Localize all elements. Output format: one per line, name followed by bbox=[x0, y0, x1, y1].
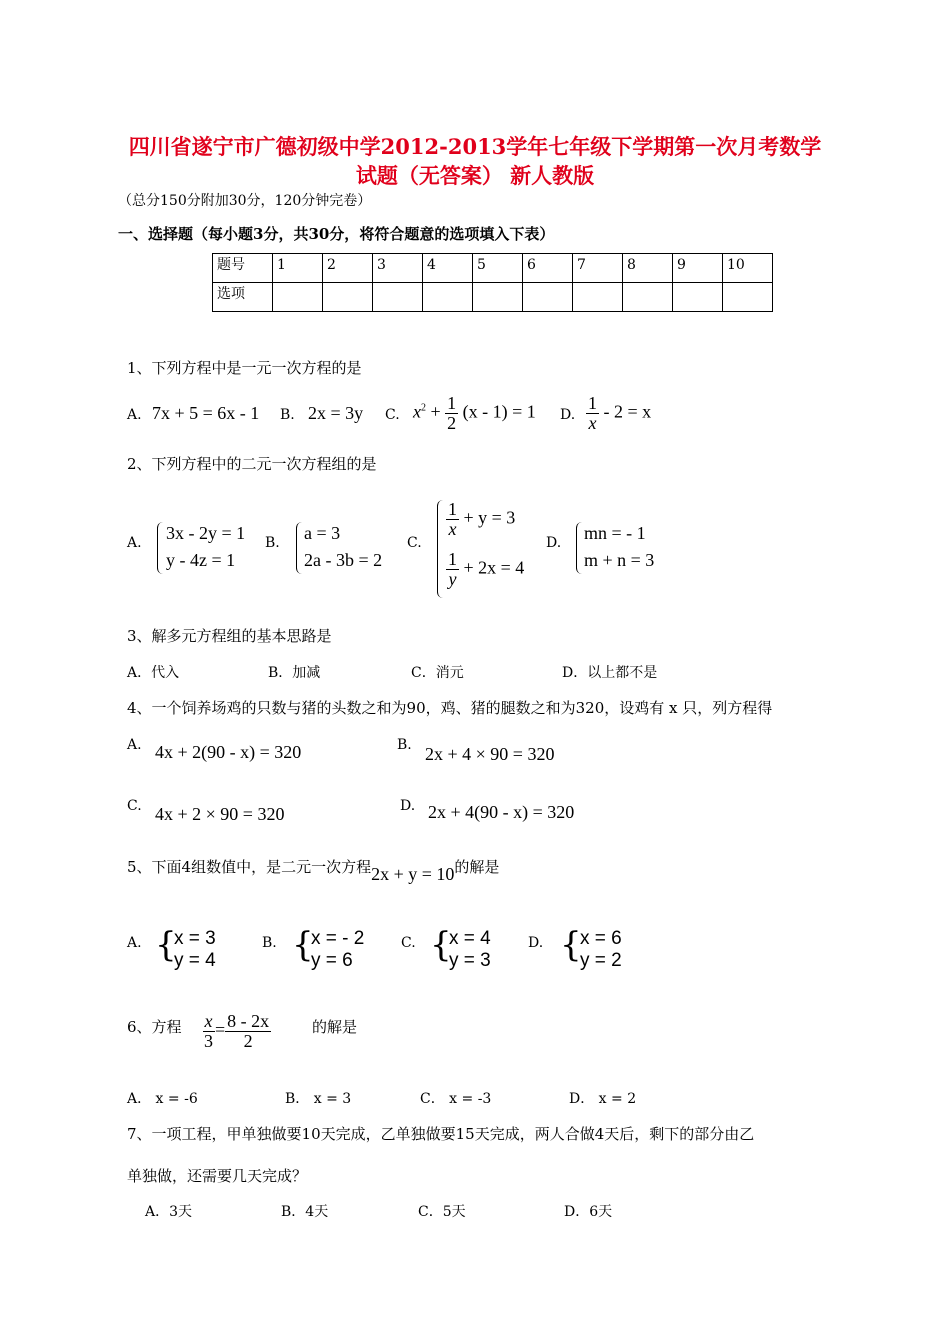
exam-title-line2: 试题（无答案） 新人教版 bbox=[355, 163, 595, 188]
question-6-stem: 6、方程 bbox=[127, 1018, 182, 1036]
q2-option-c-label: C. bbox=[407, 535, 422, 551]
exam-title-line1: 四川省遂宁市广德初级中学2012-2013学年七年级下学期第一次月考数学 bbox=[128, 134, 822, 159]
q1-option-b: 2x = 3y bbox=[308, 403, 364, 423]
q2-option-d-label: D. bbox=[546, 535, 562, 551]
q5-option-d-label: D. bbox=[528, 935, 544, 951]
answer-cell[interactable] bbox=[523, 283, 573, 312]
table-cell: 6 bbox=[523, 254, 573, 283]
q5-d-brace: { bbox=[560, 925, 582, 965]
table-cell: 7 bbox=[573, 254, 623, 283]
q1-c-plus: + bbox=[430, 401, 441, 422]
q1-d-rest: - 2 = x bbox=[603, 401, 652, 422]
q5-option-b-label: B. bbox=[262, 935, 277, 951]
q2-option-b bbox=[304, 520, 382, 574]
table-row bbox=[213, 254, 773, 283]
q2-a-brace bbox=[157, 522, 166, 574]
q1-option-c bbox=[413, 394, 536, 433]
question-6-stem-tail: 的解是 bbox=[312, 1018, 358, 1036]
question-7-stem-line2: 单独做，还需要几天完成？ bbox=[127, 1167, 308, 1185]
q1-option-a: 7x + 5 = 6x - 1 bbox=[152, 403, 260, 423]
q5-c-brace: { bbox=[430, 925, 452, 965]
q1-c-fraction: $\frac{1}{2}$ bbox=[447, 393, 457, 433]
question-1-stem: 1、下列方程中是一元一次方程的是 bbox=[127, 359, 362, 377]
q2-c-line1: $\frac{1}{x}$ + y = 3 bbox=[448, 499, 516, 539]
q6-option-b: B． x = 3 bbox=[285, 1091, 352, 1107]
q6-option-a: A． x = -6 bbox=[127, 1091, 198, 1107]
q3-option-d: D．以上都不是 bbox=[562, 665, 658, 681]
q7-option-d: D．6天 bbox=[564, 1204, 613, 1220]
q1-option-d-label: D. bbox=[560, 407, 576, 423]
answer-cell[interactable] bbox=[323, 283, 373, 312]
answer-table bbox=[212, 253, 773, 312]
q2-d-line1: mn = - 1 bbox=[584, 523, 646, 543]
q7-option-a: A．3天 bbox=[145, 1204, 193, 1220]
table-header-cell: 选项 bbox=[213, 283, 273, 312]
q4-option-b-label: B. bbox=[397, 737, 412, 753]
question-2-stem: 2、下列方程中的二元一次方程组的是 bbox=[127, 455, 377, 473]
q6-rhs-fraction: $\frac{8 - 2x}{2}$ bbox=[227, 1011, 270, 1051]
exam-subtitle: （总分150分附加30分，120分钟完卷） bbox=[118, 193, 372, 209]
question-3-stem: 3、解多元方程组的基本思路是 bbox=[127, 627, 332, 645]
q2-option-a-label: A. bbox=[127, 535, 142, 551]
table-cell: 8 bbox=[623, 254, 673, 283]
q4-option-c-label: C. bbox=[127, 798, 142, 814]
table-row bbox=[213, 283, 773, 312]
answer-cell[interactable] bbox=[623, 283, 673, 312]
q2-b-line1: a = 3 bbox=[304, 523, 341, 543]
q1-c-exponent: 2 bbox=[421, 402, 426, 414]
q2-option-b-label: B. bbox=[265, 535, 280, 551]
answer-cell[interactable] bbox=[473, 283, 523, 312]
q2-a-line1: 3x - 2y = 1 bbox=[166, 523, 246, 543]
q4-option-a: 4x + 2(90 - x) = 320 bbox=[155, 742, 302, 762]
q5-b-brace: { bbox=[292, 925, 314, 965]
q4-option-d: 2x + 4(90 - x) = 320 bbox=[428, 802, 575, 822]
q5-option-d: x = 6 y = 2 bbox=[580, 928, 622, 971]
answer-cell[interactable] bbox=[273, 283, 323, 312]
q5-equation: 2x + y = 10 bbox=[371, 864, 455, 884]
q4-option-b: 2x + 4 × 90 = 320 bbox=[425, 744, 555, 764]
table-cell: 4 bbox=[423, 254, 473, 283]
question-7-stem-line1: 7、一项工程，甲单独做要10天完成，乙单独做要15天完成，两人合做4天后，剩下的部分由乙 bbox=[127, 1125, 755, 1143]
q7-option-c: C．5天 bbox=[418, 1204, 466, 1220]
answer-cell[interactable] bbox=[723, 283, 773, 312]
answer-cell[interactable] bbox=[373, 283, 423, 312]
q6-lhs-fraction: $\frac{x}{3}$ bbox=[204, 1011, 213, 1051]
table-cell: 9 bbox=[673, 254, 723, 283]
table-header-cell: 题号 bbox=[213, 254, 273, 283]
table-cell: 2 bbox=[323, 254, 373, 283]
answer-cell[interactable] bbox=[423, 283, 473, 312]
q1-option-b-label: B. bbox=[280, 407, 295, 423]
table-cell: 1 bbox=[273, 254, 323, 283]
answer-cell[interactable] bbox=[573, 283, 623, 312]
q5-stem-tail: 的解是 bbox=[454, 858, 500, 876]
q3-option-c: C．消元 bbox=[411, 665, 464, 681]
q4-option-a-label: A. bbox=[127, 737, 142, 753]
q3-option-a: A．代入 bbox=[127, 665, 180, 681]
question-5-stem bbox=[127, 856, 500, 884]
q5-stem-text: 5、下面4组数值中，是二元一次方程 bbox=[127, 858, 372, 876]
table-cell: 3 bbox=[373, 254, 423, 283]
q7-option-b: B．4天 bbox=[281, 1204, 329, 1220]
q1-option-a-label: A. bbox=[127, 407, 142, 423]
q2-a-line2: y - 4z = 1 bbox=[166, 550, 236, 570]
section-heading: 一、选择题（每小题3分，共30分，将符合题意的选项填入下表） bbox=[118, 225, 555, 243]
q5-option-c-label: C. bbox=[401, 935, 416, 951]
q6-equation: $\frac{x}{3}$ = $\frac{8 - 2x}{2}$ bbox=[204, 1011, 270, 1051]
question-4-stem: 4、一个饲养场鸡的只数与猪的头数之和为90，鸡、猪的腿数之和为320，设鸡有 x 只，列方程得 bbox=[127, 699, 773, 717]
q2-option-d bbox=[584, 520, 654, 574]
q5-option-a: x = 3 y = 4 bbox=[174, 928, 216, 971]
q1-c-rest: (x - 1) = 1 bbox=[462, 401, 536, 422]
q2-d-line2: m + n = 3 bbox=[584, 550, 655, 570]
table-cell: 10 bbox=[723, 254, 773, 283]
q2-c-brace bbox=[437, 500, 446, 598]
q6-option-c: C． x = -3 bbox=[420, 1091, 492, 1107]
q4-option-c: 4x + 2 × 90 = 320 bbox=[155, 804, 285, 824]
q5-option-a-label: A. bbox=[127, 935, 142, 951]
q5-a-brace: { bbox=[155, 925, 177, 965]
q5-option-b: x = - 2 y = 6 bbox=[311, 928, 365, 971]
q1-c-variable: x bbox=[413, 401, 421, 422]
q3-option-b: B．加减 bbox=[268, 665, 321, 681]
q1-d-fraction: $\frac{1}{x}$ bbox=[588, 393, 597, 433]
q2-c-line2: $\frac{1}{y}$ + 2x = 4 bbox=[448, 549, 525, 589]
q5-option-c: x = 4 y = 3 bbox=[449, 928, 491, 971]
q2-option-a bbox=[166, 520, 245, 574]
q6-option-d: D． x = 2 bbox=[569, 1091, 637, 1107]
q2-b-line2: 2a - 3b = 2 bbox=[304, 550, 383, 570]
answer-cell[interactable] bbox=[673, 283, 723, 312]
q1-option-c-label: C. bbox=[385, 407, 400, 423]
q4-option-d-label: D. bbox=[400, 798, 416, 814]
q1-option-d bbox=[586, 394, 651, 433]
table-cell: 5 bbox=[473, 254, 523, 283]
